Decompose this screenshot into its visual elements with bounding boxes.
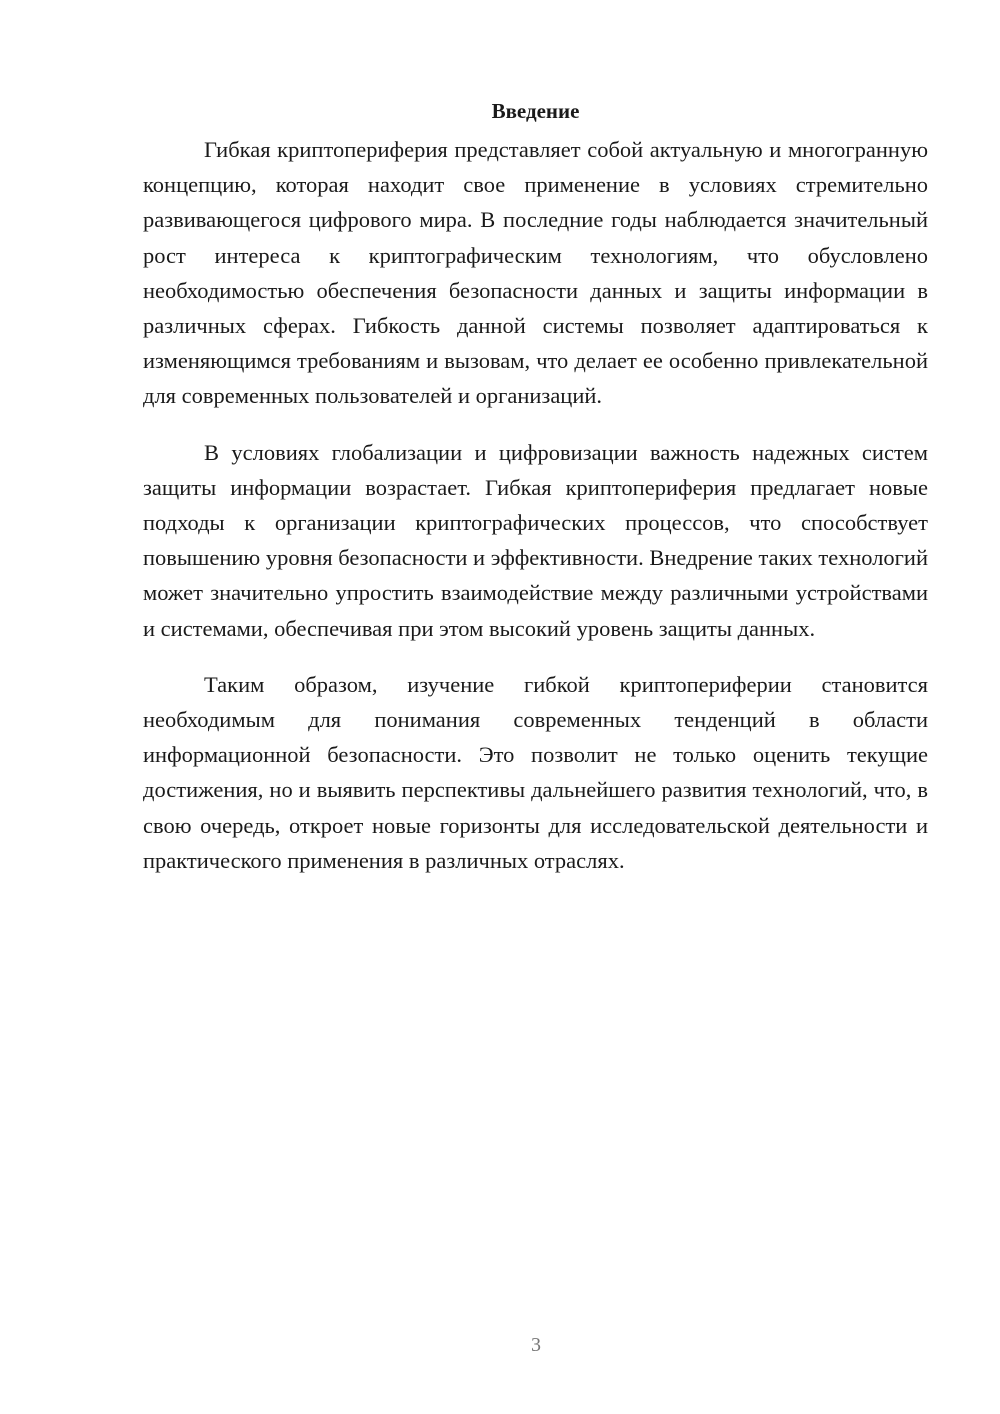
page-number: 3 <box>531 1334 541 1356</box>
section-heading: Введение <box>491 99 580 123</box>
paragraph-2: В условиях глобализации и цифровизации важность надежных систем защиты информации возрастает. Гибкая криптопериферия предлагает новые подходы к организации криптографических процессов, что способствует повышению уровня безопасности и эффективности. Внедрение таких технологий может значительно упростить взаимодействие между различными устройствами и системами, обеспечивая при этом высокий уровень защиты данных. <box>143 439 928 641</box>
paragraph-3: Таким образом, изучение гибкой криптопериферии становится необходимым для понимания современных тенденций в области информационной безопасности. Это позволит не только оценить текущие достижения, но и выявить перспективы дальнейшего развития технологий, что, в свою очередь, откроет новые горизонты для исследовательской деятельности и практического применения в различных отраслях. <box>143 671 928 873</box>
paragraph-1: Гибкая криптопериферия представляет собой актуальную и многогранную концепцию, которая находит свое применение в условиях стремительно развивающегося цифрового мира. В последние годы наблюдается значительный рост интереса к криптографическим технологиям, что обусловлено необходимостью обеспечения безопасности данных и защиты информации в различных сферах. Гибкость данной системы позволяет адаптироваться к изменяющимся требованиям и вызовам, что делает ее особенно привлекательной для современных пользователей и организаций. <box>143 137 928 409</box>
page-content <box>143 96 928 899</box>
